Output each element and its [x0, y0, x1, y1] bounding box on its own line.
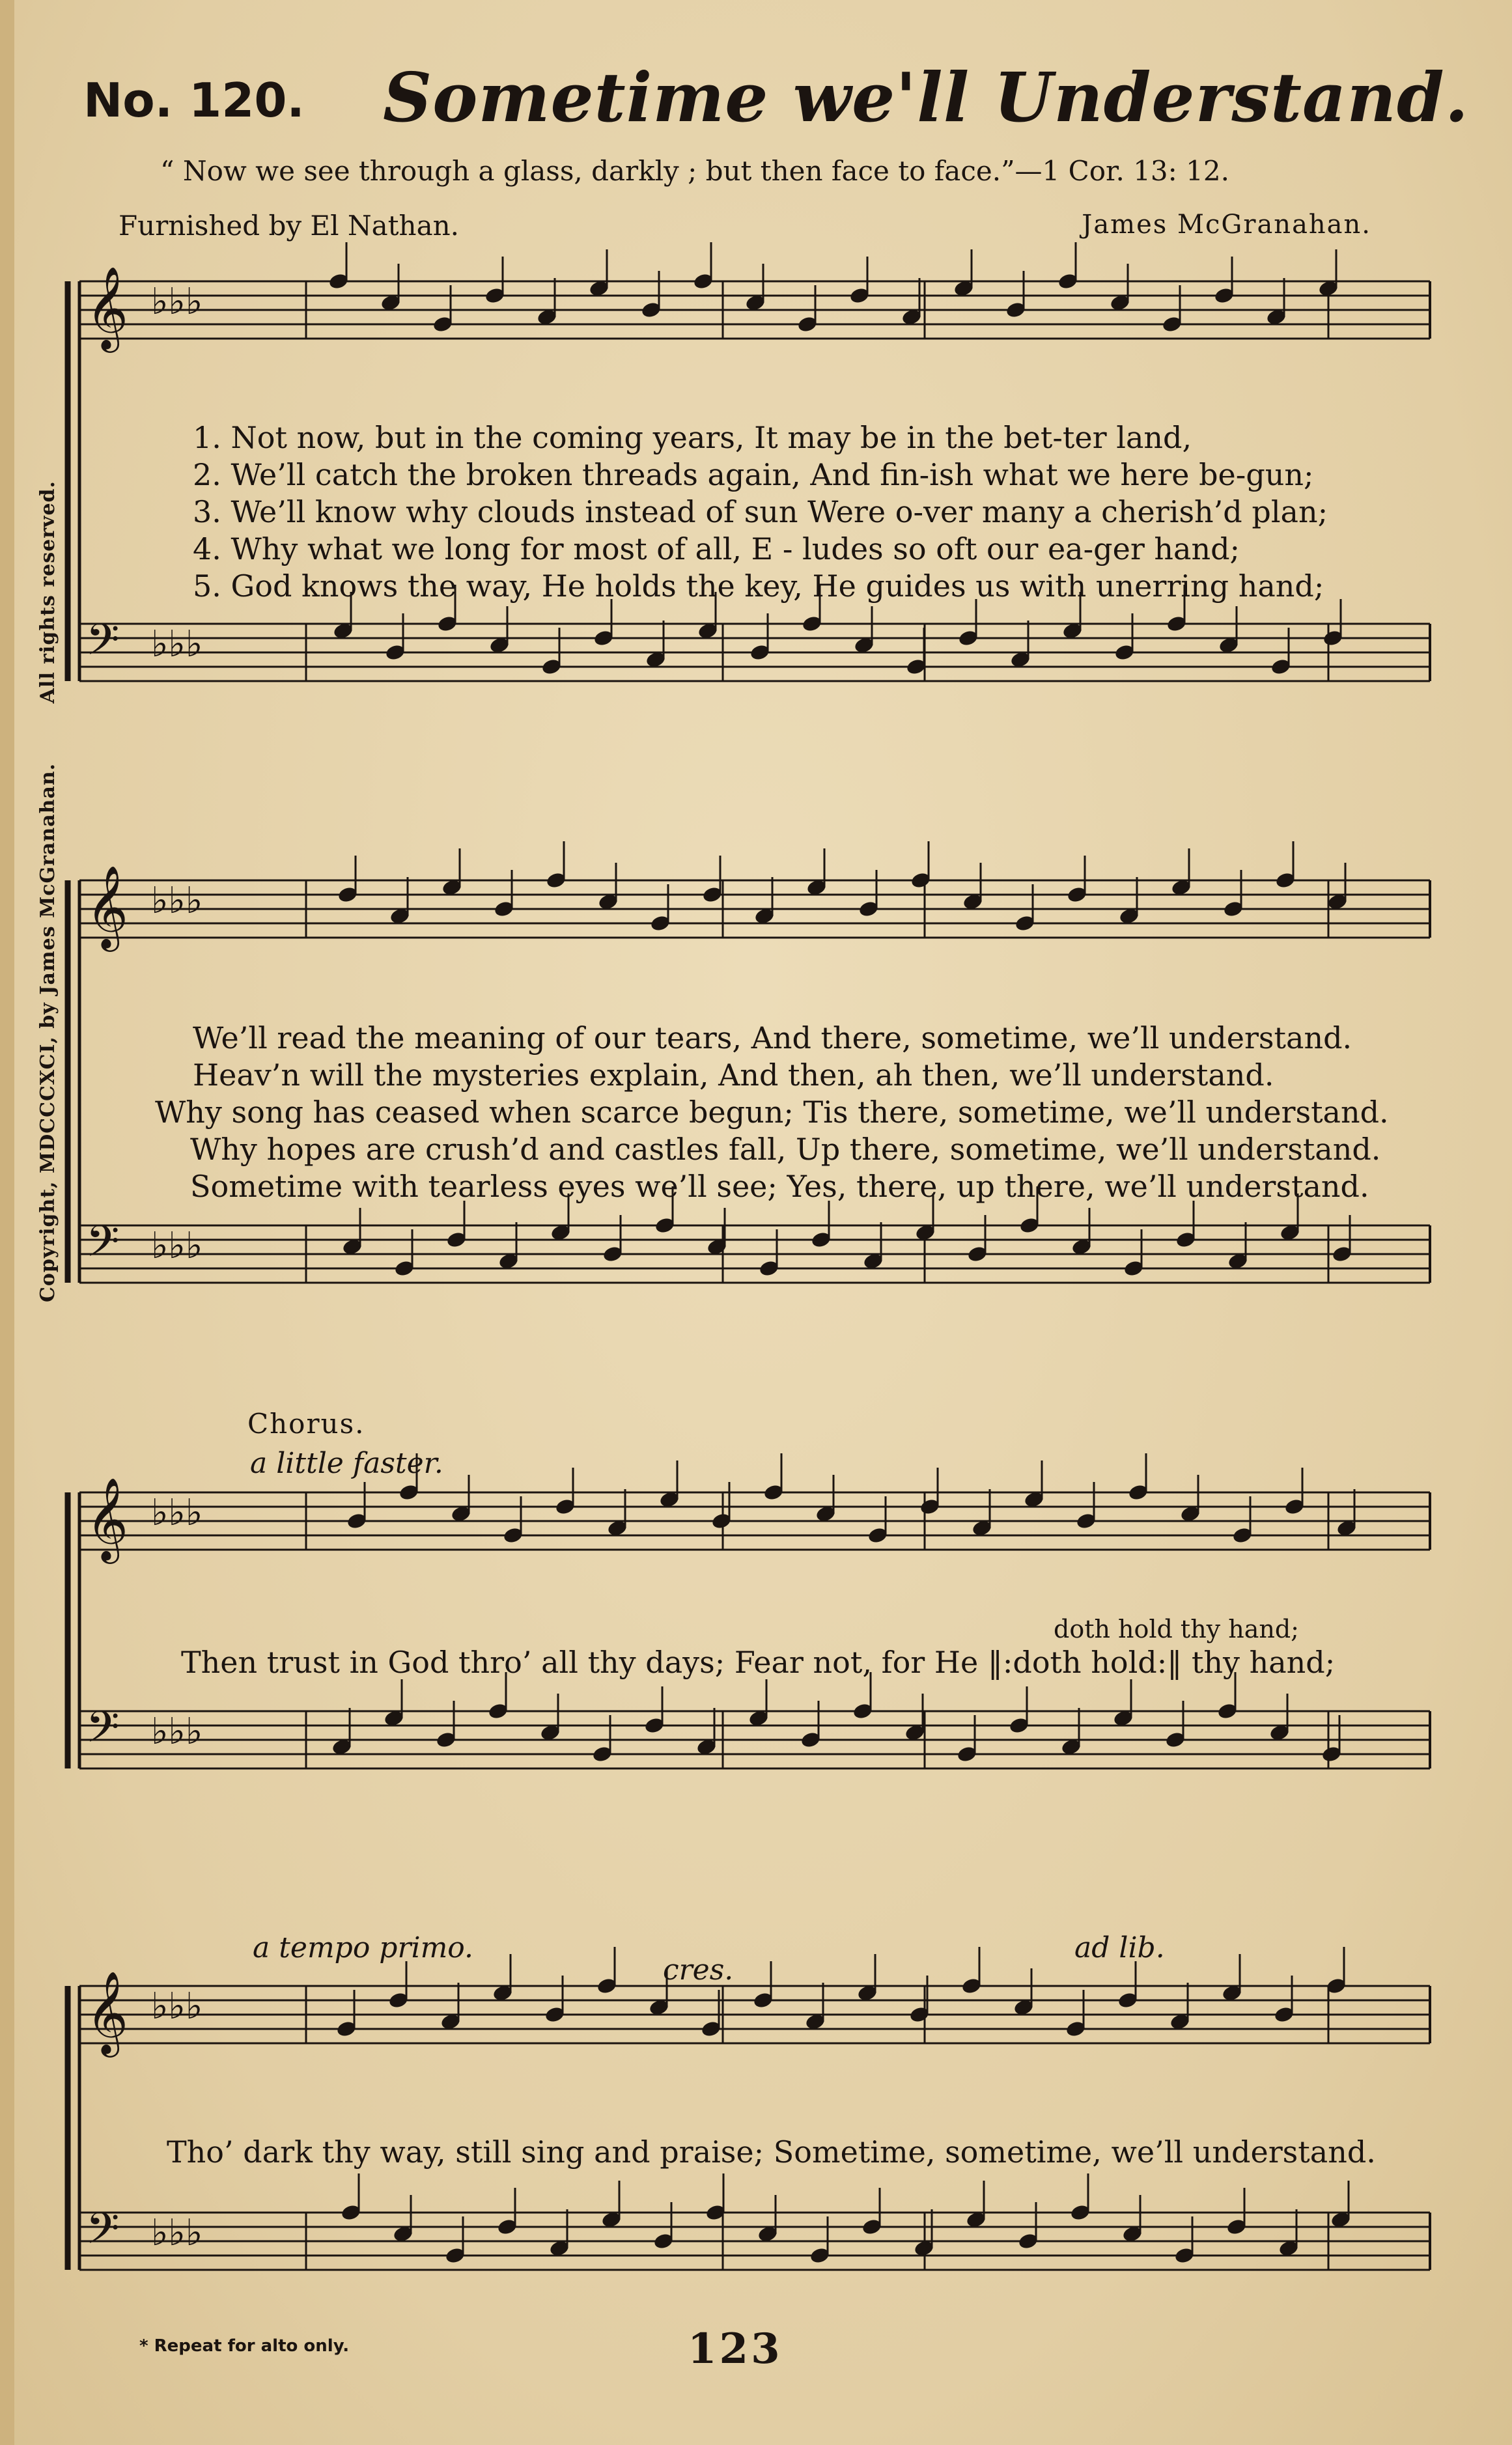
tempo-marking: a little faster. — [250, 1447, 443, 1480]
svg-text:𝄞: 𝄞 — [86, 865, 129, 948]
chorus-line-1: Then trust in God thro’ all thy days; Fear not, for He ‖:doth hold:‖ thy hand; — [181, 1645, 1336, 1680]
rights-text: All rights reserved. — [36, 481, 59, 704]
furnished-by: Furnished by El Nathan. — [119, 210, 460, 242]
verse-line: 1. Not now, but in the coming years, It may be in the bet-ter land, — [193, 420, 1192, 455]
svg-text:♭♭♭: ♭♭♭ — [151, 880, 203, 922]
verse-line: 2. We’ll catch the broken threads again, And fin-ish what we here be-gun; — [193, 457, 1314, 492]
chorus-line-2: Tho’ dark thy way, still sing and praise; Sometime, sometime, we’ll understand. — [167, 2134, 1376, 2170]
verse-line: We’ll read the meaning of our tears, And there, sometime, we’ll understand. — [193, 1020, 1352, 1055]
verse-line: 4. Why what we long for most of all, E - ludes so oft our ea-ger hand; — [193, 531, 1240, 566]
svg-text:𝄢: 𝄢 — [86, 1216, 120, 1277]
svg-text:♭♭♭: ♭♭♭ — [151, 281, 203, 323]
crescendo-marking: cres. — [663, 1953, 734, 1987]
svg-text:♭♭♭: ♭♭♭ — [151, 1492, 203, 1534]
verse-line: 3. We’ll know why clouds instead of sun Were o-ver many a cherish’d plan; — [193, 494, 1328, 529]
verse-block-1 — [193, 419, 1328, 605]
page-number: 123 — [688, 2325, 783, 2373]
verse-line: Sometime with tearless eyes we’ll see; Yes, there, up there, we’ll understand. — [190, 1169, 1369, 1204]
svg-text:♭♭♭: ♭♭♭ — [151, 1711, 203, 1753]
chorus-label: Chorus. — [247, 1408, 365, 1440]
svg-text:𝄢: 𝄢 — [86, 1702, 120, 1763]
composer: James McGranahan. — [1082, 210, 1371, 240]
verse-line: 5. God knows the way, He holds the key, He guides us with unerring hand; — [193, 568, 1324, 604]
scripture-quote: “ Now we see through a glass, darkly ; but then face to face.”—1 Cor. 13: 12. — [160, 155, 1229, 187]
svg-text:𝄞: 𝄞 — [86, 1970, 129, 2054]
verse-line: Heav’n will the mysteries explain, And then, ah then, we’ll understand. — [193, 1057, 1274, 1093]
svg-text:𝄞: 𝄞 — [86, 1477, 129, 1560]
svg-text:♭♭♭: ♭♭♭ — [151, 623, 203, 665]
hymn-title: Sometime we'll Understand. — [383, 57, 1469, 137]
verse-block-2 — [155, 1020, 1389, 1205]
svg-text:𝄢: 𝄢 — [86, 2203, 120, 2264]
verse-line: Why song has ceased when scarce begun; Tis there, sometime, we’ll understand. — [155, 1095, 1389, 1130]
svg-text:♭♭♭: ♭♭♭ — [151, 2212, 203, 2254]
svg-text:𝄞: 𝄞 — [86, 266, 129, 349]
footnote: * Repeat for alto only. — [139, 2336, 350, 2356]
copyright-text: Copyright, MDCCCXCI, by James McGranahan. — [36, 762, 59, 1302]
svg-text:𝄢: 𝄢 — [86, 615, 120, 675]
ad-lib-marking: ad lib. — [1074, 1931, 1165, 1964]
alto-words: doth hold thy hand; — [1054, 1615, 1299, 1643]
svg-text:♭♭♭: ♭♭♭ — [151, 1225, 203, 1267]
verse-line: Why hopes are crush’d and castles fall, Up there, sometime, we’ll understand. — [190, 1132, 1381, 1167]
hymn-number: No. 120. — [83, 73, 305, 128]
svg-text:♭♭♭: ♭♭♭ — [151, 1985, 203, 2028]
tempo-primo-marking: a tempo primo. — [253, 1931, 474, 1964]
